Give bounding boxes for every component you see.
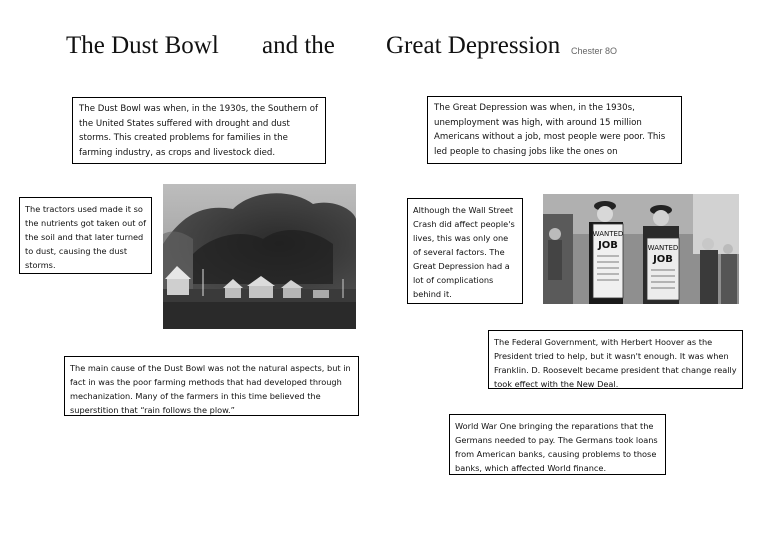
wall-street-box: Although the Wall Street Crash did affect people's lives, this was only one of several factors. The Great Depression had a lot of complications behind it. xyxy=(407,198,523,304)
main-cause-box: The main cause of the Dust Bowl was not the natural aspects, but in fact in was the poor farming methods that had developed through mechanization. Many of the farmers in this time believed the superstition that “rain follows the plow.” xyxy=(64,356,359,416)
federal-government-box: The Federal Government, with Herbert Hoover as the President tried to help, but it wasn't enough. It was when Franklin. D. Roosevelt became president that change really took effect with the New Deal. xyxy=(488,330,743,389)
dust-storm-photo xyxy=(163,184,356,329)
tractors-box: The tractors used made it so the nutrients got taken out of the soil and that later turned to dust, causing the dust storms. xyxy=(19,197,152,274)
dust-bowl-intro-box: The Dust Bowl was when, in the 1930s, the Southern of the United States suffered with drought and dust storms. This created problems for families in the farming industry, as crops and livestock died. xyxy=(72,97,326,164)
title-and-the: and the xyxy=(262,32,335,59)
author-label: Chester 8O xyxy=(571,46,618,56)
sign-1-job-text: JOB xyxy=(598,240,618,251)
sign-1-wanted-text: WANTED xyxy=(592,230,624,238)
great-depression-intro-box: The Great Depression was when, in the 1930s, unemployment was high, with around 15 million Americans without a job, most people were poor. This led people to chasing jobs like the ones on xyxy=(427,96,682,164)
title-dust-bowl: The Dust Bowl xyxy=(66,32,219,59)
job-seekers-photo xyxy=(543,194,739,304)
title-great-depression: Great Depression xyxy=(386,32,561,59)
world-war-one-box: World War One bringing the reparations that the Germans needed to pay. The Germans took loans from American banks, causing problems to those banks, which affected World finance. xyxy=(449,414,666,475)
sign-2-job-text: JOB xyxy=(653,254,673,265)
sign-2-wanted-text: WANTED xyxy=(647,244,679,252)
